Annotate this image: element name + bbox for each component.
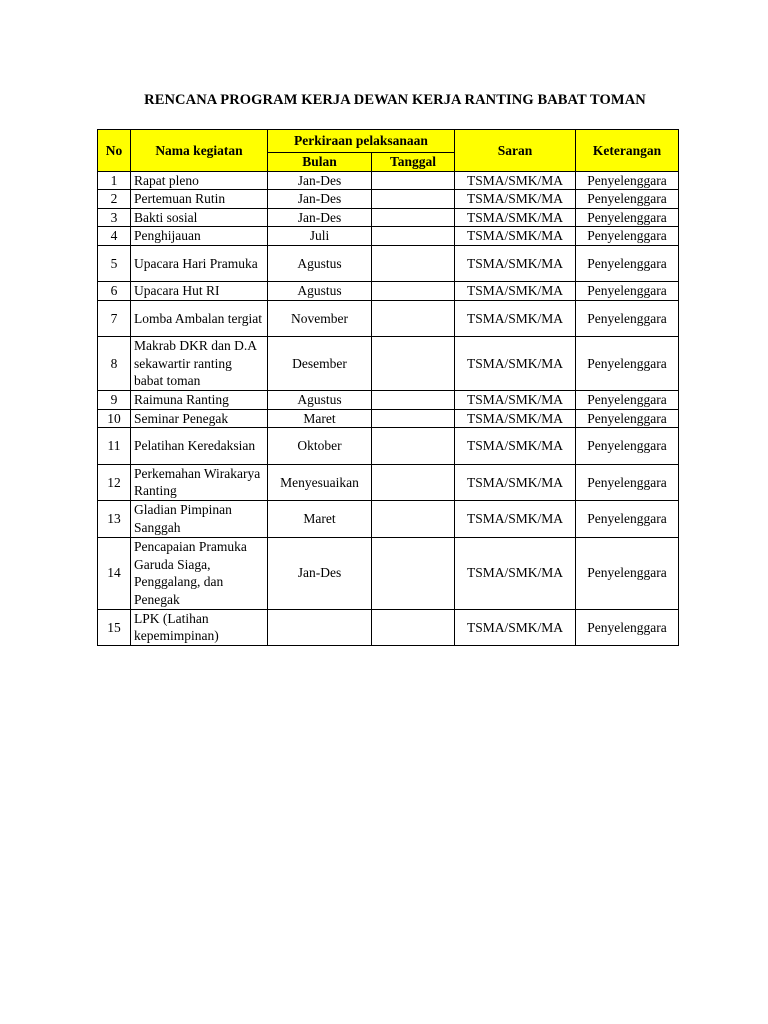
cell-bulan: Juli [268,227,372,246]
cell-tanggal [372,227,455,246]
cell-keterangan: Penyelenggara [576,501,679,538]
cell-tanggal [372,464,455,501]
cell-bulan: November [268,300,372,337]
cell-saran: TSMA/SMK/MA [455,282,576,301]
table-row [98,391,679,410]
cell-nama: Pertemuan Rutin [131,190,268,209]
cell-no: 7 [98,300,131,337]
cell-saran: TSMA/SMK/MA [455,171,576,190]
table-row [98,464,679,501]
cell-bulan: Desember [268,337,372,391]
cell-bulan: Jan-Des [268,190,372,209]
header-perkiraan-pelaksanaan: Perkiraan pelaksanaan [268,130,455,153]
header-no: No [98,130,131,172]
cell-keterangan: Penyelenggara [576,428,679,465]
cell-no: 13 [98,501,131,538]
cell-saran: TSMA/SMK/MA [455,609,576,646]
cell-nama: Penghijauan [131,227,268,246]
cell-tanggal [372,190,455,209]
cell-nama: Upacara Hari Pramuka [131,245,268,282]
cell-no: 10 [98,409,131,428]
cell-nama: Raimuna Ranting [131,391,268,410]
cell-bulan: Menyesuaikan [268,464,372,501]
cell-bulan: Jan-Des [268,208,372,227]
cell-saran: TSMA/SMK/MA [455,537,576,609]
cell-bulan: Oktober [268,428,372,465]
cell-no: 6 [98,282,131,301]
table-row [98,409,679,428]
cell-tanggal [372,300,455,337]
cell-nama: LPK (Latihan kepemimpinan) [131,609,268,646]
cell-bulan: Agustus [268,282,372,301]
cell-saran: TSMA/SMK/MA [455,245,576,282]
cell-keterangan: Penyelenggara [576,282,679,301]
table-row [98,609,679,646]
program-table [97,129,679,646]
cell-nama: Lomba Ambalan tergiat [131,300,268,337]
table-row [98,245,679,282]
cell-keterangan: Penyelenggara [576,464,679,501]
cell-tanggal [372,391,455,410]
table-row [98,428,679,465]
cell-no: 2 [98,190,131,209]
cell-bulan: Maret [268,409,372,428]
cell-tanggal [372,428,455,465]
cell-nama: Makrab DKR dan D.A sekawartir ranting babat toman [131,337,268,391]
cell-saran: TSMA/SMK/MA [455,190,576,209]
cell-keterangan: Penyelenggara [576,171,679,190]
cell-saran: TSMA/SMK/MA [455,391,576,410]
cell-keterangan: Penyelenggara [576,190,679,209]
table-row [98,171,679,190]
cell-bulan: Jan-Des [268,537,372,609]
cell-tanggal [372,245,455,282]
cell-bulan: Jan-Des [268,171,372,190]
cell-bulan: Agustus [268,391,372,410]
cell-tanggal [372,409,455,428]
table-row [98,337,679,391]
cell-keterangan: Penyelenggara [576,409,679,428]
cell-keterangan: Penyelenggara [576,537,679,609]
cell-keterangan: Penyelenggara [576,245,679,282]
cell-bulan [268,609,372,646]
cell-saran: TSMA/SMK/MA [455,464,576,501]
table-row [98,300,679,337]
cell-no: 14 [98,537,131,609]
cell-bulan: Agustus [268,245,372,282]
cell-no: 15 [98,609,131,646]
cell-keterangan: Penyelenggara [576,391,679,410]
cell-saran: TSMA/SMK/MA [455,337,576,391]
cell-tanggal [372,501,455,538]
cell-tanggal [372,609,455,646]
header-row [98,130,679,153]
header-saran: Saran [455,130,576,172]
cell-no: 4 [98,227,131,246]
header-tanggal: Tanggal [372,153,455,172]
cell-saran: TSMA/SMK/MA [455,227,576,246]
cell-nama: Upacara Hut RI [131,282,268,301]
cell-nama: Gladian Pimpinan Sanggah [131,501,268,538]
cell-tanggal [372,537,455,609]
cell-nama: Pelatihan Keredaksian [131,428,268,465]
cell-no: 8 [98,337,131,391]
cell-saran: TSMA/SMK/MA [455,501,576,538]
cell-no: 3 [98,208,131,227]
cell-keterangan: Penyelenggara [576,227,679,246]
cell-tanggal [372,282,455,301]
document-title: RENCANA PROGRAM KERJA DEWAN KERJA RANTING BABAT TOMAN [144,92,646,108]
cell-no: 12 [98,464,131,501]
cell-keterangan: Penyelenggara [576,609,679,646]
cell-no: 5 [98,245,131,282]
cell-keterangan: Penyelenggara [576,337,679,391]
cell-saran: TSMA/SMK/MA [455,208,576,227]
cell-saran: TSMA/SMK/MA [455,300,576,337]
cell-nama: Rapat pleno [131,171,268,190]
table-row [98,282,679,301]
cell-saran: TSMA/SMK/MA [455,409,576,428]
header-nama-kegiatan: Nama kegiatan [131,130,268,172]
table-row [98,208,679,227]
header-bulan: Bulan [268,153,372,172]
cell-nama: Seminar Penegak [131,409,268,428]
table-row [98,537,679,609]
cell-keterangan: Penyelenggara [576,300,679,337]
cell-no: 11 [98,428,131,465]
cell-keterangan: Penyelenggara [576,208,679,227]
table-row [98,227,679,246]
cell-bulan: Maret [268,501,372,538]
cell-nama: Bakti sosial [131,208,268,227]
table-row [98,501,679,538]
cell-tanggal [372,208,455,227]
cell-no: 9 [98,391,131,410]
cell-nama: Pencapaian Pramuka Garuda Siaga, Penggalang, dan Penegak [131,537,268,609]
cell-tanggal [372,171,455,190]
cell-no: 1 [98,171,131,190]
cell-saran: TSMA/SMK/MA [455,428,576,465]
cell-nama: Perkemahan Wirakarya Ranting [131,464,268,501]
header-keterangan: Keterangan [576,130,679,172]
table-row [98,190,679,209]
cell-tanggal [372,337,455,391]
